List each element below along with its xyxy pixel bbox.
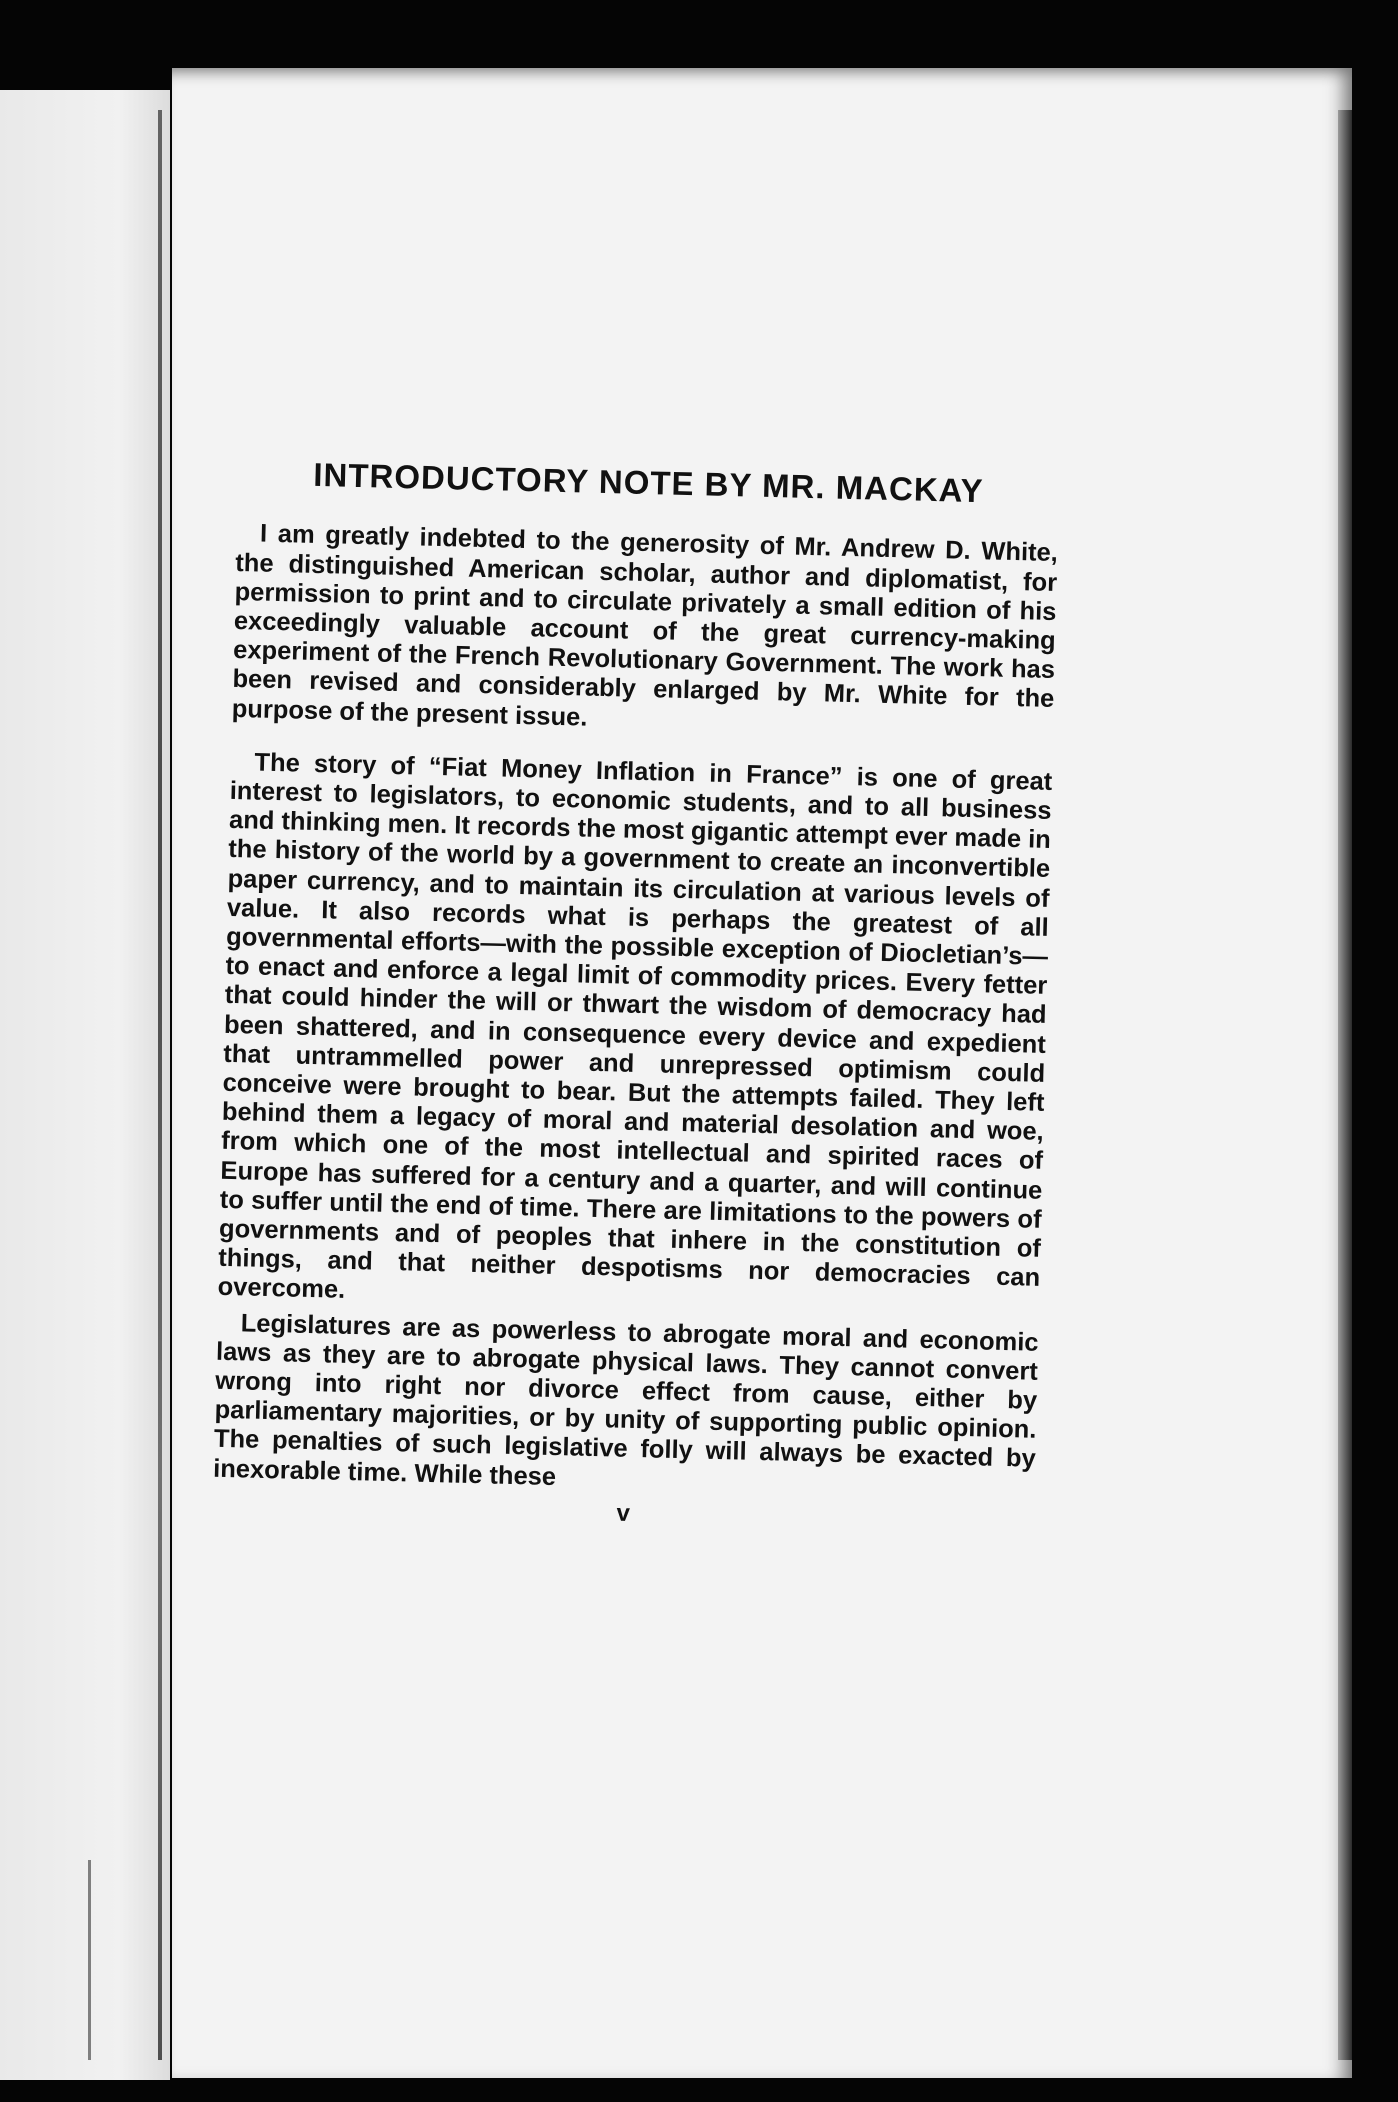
spine-shadow	[158, 110, 162, 2060]
page-text-block	[212, 455, 1060, 1538]
page-number: v	[616, 1499, 631, 1527]
paragraph-1: I am greatly indebted to the generosity of Mr. Andrew D. White, the distinguished American scholar, author and diplomatist, for permission to print and to circulate privately a small edition of his exceedingly valuable account of the great currency-making experiment of the French Revolutionary Government. The work has been revised and considerably enlarged by Mr. White for the purpose of the present issue.	[231, 519, 1059, 732]
page-edge-shadow	[1338, 110, 1352, 2060]
page-heading: INTRODUCTORY NOTE BY MR. MACKAY	[312, 455, 984, 510]
left-page-margin	[0, 90, 170, 2080]
spine-shadow-lower	[88, 1860, 91, 2060]
paragraph-2: The story of “Fiat Money Inflation in France” is one of great interest to legislators, to economic students, and to all business and thinking men. It records the most gigantic attempt ever made in the history of the world by a government to create an inconvertible paper currency, and to maintain its circulation at various levels of value. It also records what is perhaps the greatest of all governmental efforts—with the possible exception of Diocletian’s—to enact and enforce a legal limit of commodity prices. Every fetter that could hinder the will or thwart the wisdom of democracy had been shattered, and in consequence every device and expedient that untrammelled power and unrepressed optimism could conceive were brought to bear. But the attempts failed. They left behind them a legacy of moral and material desolation and woe, from which one of the most intellectual and spirited races of Europe has suffered for a century and a quarter, and will continue to suffer until the end of time. There are limitations to the powers of governments and of peoples that inhere in the constitution of things, and that neither despotisms nor democracies can overcome.	[217, 748, 1053, 1305]
paragraph-3: Legislatures are as powerless to abrogate moral and economic laws as they are to abrogate physical laws. They cannot convert wrong into right nor divorce effect from cause, either by parliamentary majorities, or by unity of supporting public opinion. The penalties of such legislative folly will always be exacted by inexorable time. While these	[212, 1308, 1039, 1491]
